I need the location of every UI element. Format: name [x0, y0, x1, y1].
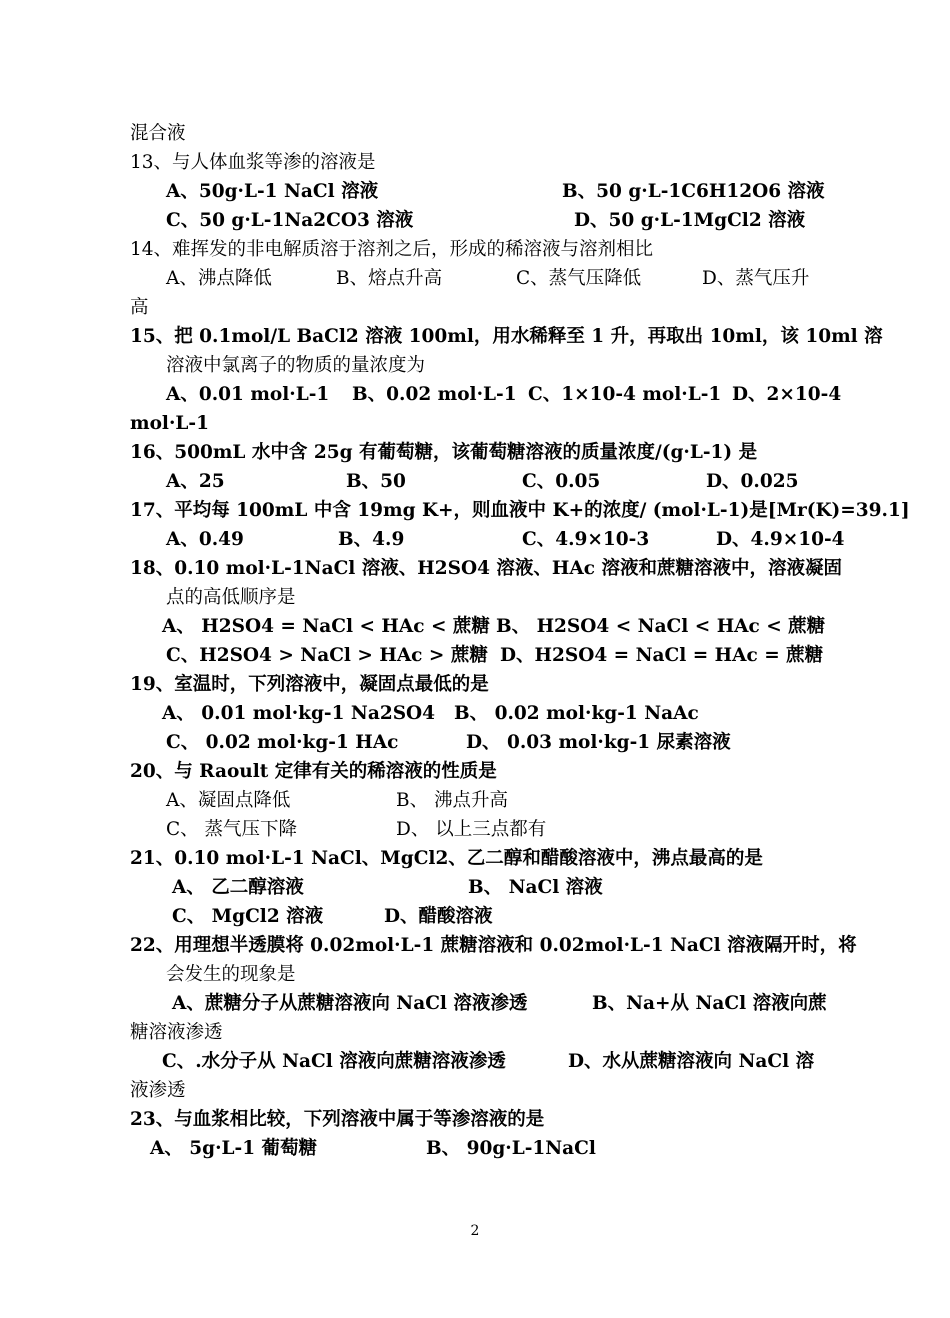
option-b: B、熔点升高 — [336, 268, 443, 289]
question-stem: 23、与血浆相比较，下列溶液中属于等渗溶液的是 — [130, 1109, 545, 1130]
option-a: A、 0.01 mol·kg-1 Na2SO4 — [162, 703, 436, 724]
option-a: A、沸点降低 — [166, 268, 272, 289]
text: 液渗透 — [130, 1080, 186, 1101]
q15-wrap — [166, 351, 820, 380]
option-b: B、50 g·L-1C6H12O6 溶液 — [562, 181, 825, 202]
q22-wrap — [166, 960, 820, 989]
question-23 — [130, 1105, 820, 1134]
question-20 — [130, 757, 820, 786]
question-stem: 13、与人体血浆等渗的溶液是 — [130, 152, 376, 173]
option-d: D、水从蔗糖溶液向 NaCl 溶 — [568, 1051, 815, 1072]
page-number: 2 — [470, 1223, 480, 1239]
option-a: A、0.01 mol·L-1 — [166, 384, 330, 405]
option-b: B、 0.02 mol·kg-1 NaAc — [454, 703, 699, 724]
option-b: B、4.9 — [338, 529, 405, 550]
option-a: A、 H2SO4 = NaCl < HAc < 蔗糖 — [162, 616, 490, 637]
text: 糖溶液渗透 — [130, 1022, 223, 1043]
question-stem: 21、0.10 mol·L-1 NaCl、MgCl2、乙二醇和醋酸溶液中，沸点最高的是 — [130, 848, 763, 869]
option-b: B、50 — [346, 471, 406, 492]
option-a: A、0.49 — [166, 529, 244, 550]
option-a: A、50g·L-1 NaCl 溶液 — [166, 181, 379, 202]
option-c: C、 MgCl2 溶液 — [172, 906, 324, 927]
option-a: A、25 — [166, 471, 225, 492]
q15-wrap2 — [130, 409, 820, 438]
text: 溶液中氯离子的物质的量浓度为 — [166, 355, 426, 376]
text: 高 — [130, 297, 149, 318]
q18-wrap — [166, 583, 820, 612]
text: mol·L-1 — [130, 413, 209, 434]
option-a: A、凝固点降低 — [166, 790, 291, 811]
option-c: C、0.05 — [522, 471, 601, 492]
option-c: C、 蒸气压下降 — [166, 819, 298, 840]
question-17 — [130, 496, 910, 525]
continuation-text — [130, 119, 820, 148]
question-stem: 20、与 Raoult 定律有关的稀溶液的性质是 — [130, 761, 497, 782]
question-14 — [130, 235, 820, 264]
option-c: C、 0.02 mol·kg-1 HAc — [166, 732, 399, 753]
option-d: D、H2SO4 = NaCl = HAc = 蔗糖 — [500, 645, 824, 666]
option-a: A、 乙二醇溶液 — [172, 877, 304, 898]
text: 点的高低顺序是 — [166, 587, 296, 608]
option-d: D、蒸气压升 — [702, 268, 810, 289]
q22-wrap2 — [130, 1018, 820, 1047]
question-19 — [130, 670, 820, 699]
option-d: D、50 g·L-1MgCl2 溶液 — [574, 210, 806, 231]
option-c: C、.水分子从 NaCl 溶液向蔗糖溶液渗透 — [162, 1051, 506, 1072]
option-b: B、 90g·L-1NaCl — [426, 1138, 596, 1159]
question-15 — [130, 322, 883, 351]
question-stem: 15、把 0.1mol/L BaCl2 溶液 100ml，用水稀释至 1 升，再取出 10ml，该 10ml 溶 — [130, 326, 883, 347]
text: 会发生的现象是 — [166, 964, 296, 985]
option-d: D、4.9×10-4 — [716, 529, 845, 550]
q14-wrap — [130, 293, 820, 322]
text: 混合液 — [130, 123, 186, 144]
question-stem: 14、难挥发的非电解质溶于溶剂之后，形成的稀溶液与溶剂相比 — [130, 239, 654, 260]
option-d: D、2×10-4 — [732, 384, 842, 405]
question-stem: 17、平均每 100mL 中含 19mg K+，则血液中 K+的浓度/ (mol·L-1)是[Mr(K)=39.1] — [130, 500, 910, 521]
option-d: D、 以上三点都有 — [396, 819, 547, 840]
option-c: C、H2SO4 > NaCl > HAc > 蔗糖 — [166, 645, 488, 666]
option-c: C、4.9×10-3 — [522, 529, 650, 550]
question-stem: 16、500mL 水中含 25g 有葡萄糖，该葡萄糖溶液的质量浓度/(g·L-1) 是 — [130, 442, 758, 463]
option-b: B、 NaCl 溶液 — [468, 877, 603, 898]
option-c: C、蒸气压降低 — [516, 268, 642, 289]
option-c: C、1×10-4 mol·L-1 — [528, 384, 722, 405]
option-d: D、醋酸溶液 — [384, 906, 493, 927]
option-b: B、 H2SO4 < NaCl < HAc < 蔗糖 — [496, 616, 826, 637]
question-18 — [130, 554, 842, 583]
question-stem: 22、用理想半透膜将 0.02mol·L-1 蔗糖溶液和 0.02mol·L-1 NaCl 溶液隔开时，将 — [130, 935, 857, 956]
question-stem: 18、0.10 mol·L-1NaCl 溶液、H2SO4 溶液、HAc 溶液和蔗糖溶液中，溶液凝固 — [130, 558, 842, 579]
option-c: C、50 g·L-1Na2CO3 溶液 — [166, 210, 414, 231]
option-a: A、 5g·L-1 葡萄糖 — [150, 1138, 318, 1159]
question-22 — [130, 931, 857, 960]
option-b: B、 沸点升高 — [396, 790, 508, 811]
option-b: B、Na+从 NaCl 溶液向蔗 — [592, 993, 827, 1014]
option-d: D、 0.03 mol·kg-1 尿素溶液 — [466, 732, 731, 753]
question-stem: 19、室温时，下列溶液中，凝固点最低的是 — [130, 674, 489, 695]
option-d: D、0.025 — [706, 471, 799, 492]
question-16 — [130, 438, 820, 467]
q22-wrap3 — [130, 1076, 820, 1105]
question-21 — [130, 844, 820, 873]
option-a: A、蔗糖分子从蔗糖溶液向 NaCl 溶液渗透 — [172, 993, 528, 1014]
option-b: B、0.02 mol·L-1 — [352, 384, 517, 405]
question-13 — [130, 148, 820, 177]
